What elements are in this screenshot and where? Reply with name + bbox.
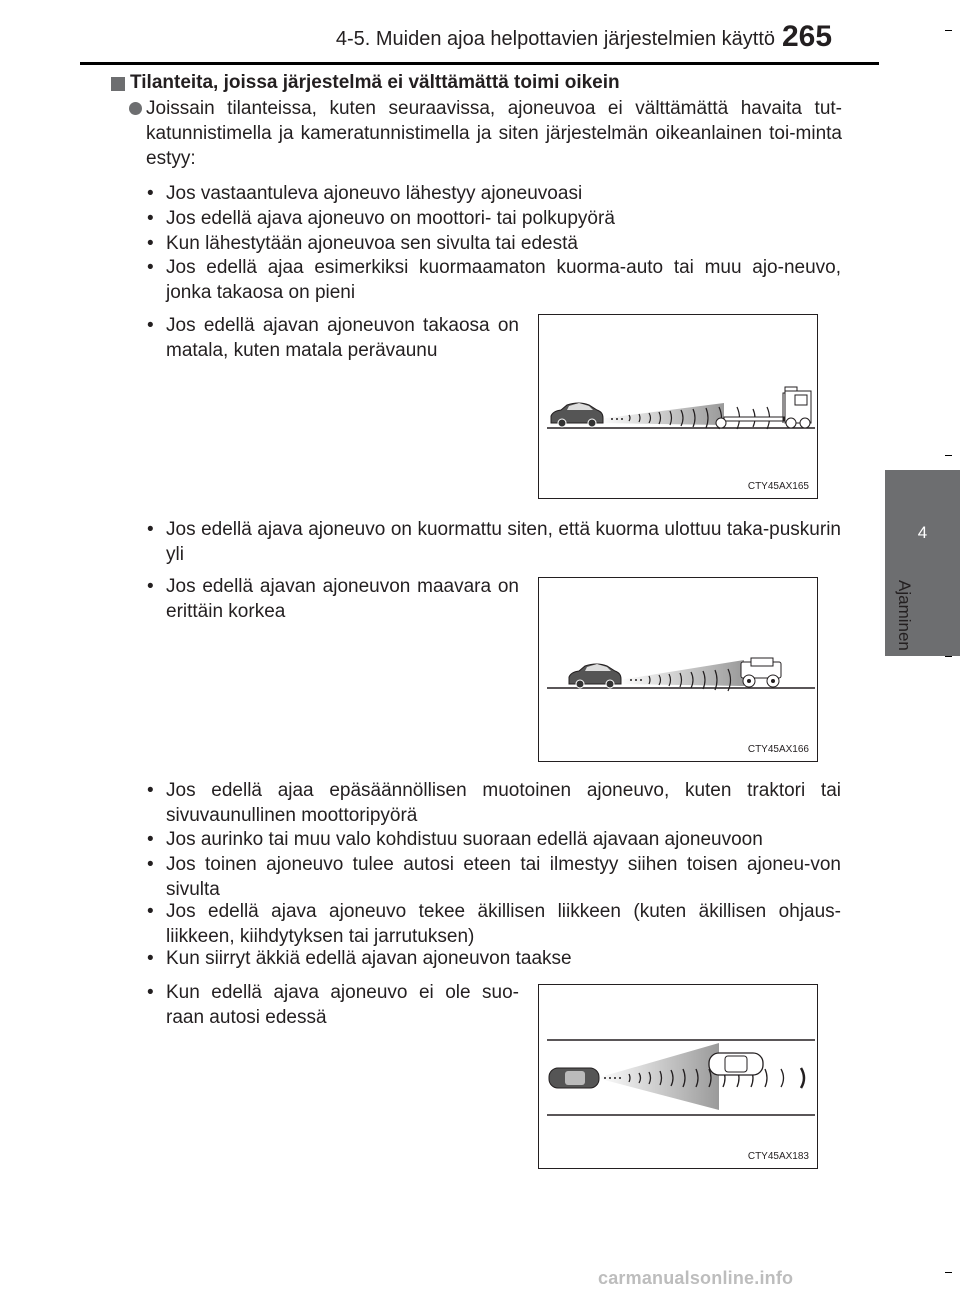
car-offset-lane-top-view-icon <box>539 985 819 1170</box>
crop-mark <box>945 656 952 657</box>
list-item: • Jos toinen ajoneuvo tulee autosi eteen tai ilmestyy siihen toisen ajoneu-von sivulta <box>147 854 841 900</box>
circle-bullet-icon <box>129 102 142 115</box>
crop-mark <box>945 30 952 31</box>
car-behind-high-clearance-vehicle-icon <box>539 578 819 763</box>
car-behind-low-trailer-truck-icon <box>539 315 819 500</box>
figure-code: CTY45AX165 <box>747 481 809 492</box>
chapter-label <box>895 580 936 670</box>
figure-code: CTY45AX183 <box>747 1151 809 1162</box>
figure-code: CTY45AX166 <box>747 744 809 755</box>
list-item: • Jos vastaantuleva ajoneuvo lähestyy ajoneuvoasi <box>147 183 583 204</box>
list-item: • Kun siirryt äkkiä edellä ajavan ajoneuvon taakse <box>147 948 572 969</box>
list-item: • Kun edellä ajava ajoneuvo ei ole suo-raan autosi edessä <box>147 982 519 1028</box>
list-item: • Jos edellä ajava ajoneuvo on moottori- tai polkupyörä <box>147 208 615 229</box>
list-item: • Jos edellä ajavan ajoneuvon takaosa on matala, kuten matala perävaunu <box>147 315 519 361</box>
chapter-label-text: Ajaminen <box>895 580 914 651</box>
list-item: • Jos edellä ajava ajoneuvo tekee äkillisen liikkeen (kuten äkillisen ohjaus-liikkeen, kiihdytyksen tai jarrutuksen) <box>147 901 841 947</box>
running-header: 4-5. Muiden ajoa helpottavien järjestelmien käyttö <box>335 28 775 50</box>
watermark: carmanualsonline.info <box>598 1268 794 1288</box>
list-item: • Kun lähestytään ajoneuvoa sen sivulta tai edestä <box>147 233 578 254</box>
header-rule <box>80 62 879 65</box>
list-item: • Jos aurinko tai muu valo kohdistuu suoraan edellä ajavaan ajoneuvoon <box>147 829 763 850</box>
figure-low-trailer <box>538 314 818 499</box>
list-item: • Jos edellä ajaa epäsäännöllisen muotoinen ajoneuvo, kuten traktori tai sivuvaunullinen moottoripyörä <box>147 780 841 826</box>
list-item: • Jos edellä ajavan ajoneuvon maavara on erittäin korkea <box>147 576 519 622</box>
page-number: 265 <box>782 20 833 53</box>
list-item: • Jos edellä ajava ajoneuvo on kuormattu siten, että kuorma ulottuu taka-puskurin yli <box>147 519 841 565</box>
intro-paragraph: Joissain tilanteissa, kuten seuraavissa, ajoneuvoa ei välttämättä havaita tut-katunnistimella ja kameratunnistimella ja siten järjestelmän oikeanlainen toi-minta estyy: <box>146 98 842 169</box>
list-item: • Jos edellä ajaa esimerkiksi kuormaamaton kuorma-auto tai muu ajo-neuvo, jonka takaosa on pieni <box>147 257 841 303</box>
section-heading: Tilanteita, joissa järjestelmä ei välttämättä toimi oikein <box>130 72 620 93</box>
crop-mark <box>945 1272 952 1273</box>
chapter-number: 4 <box>917 523 928 542</box>
figure-offset-vehicle <box>538 984 818 1169</box>
figure-high-clearance <box>538 577 818 762</box>
crop-mark <box>945 455 952 456</box>
